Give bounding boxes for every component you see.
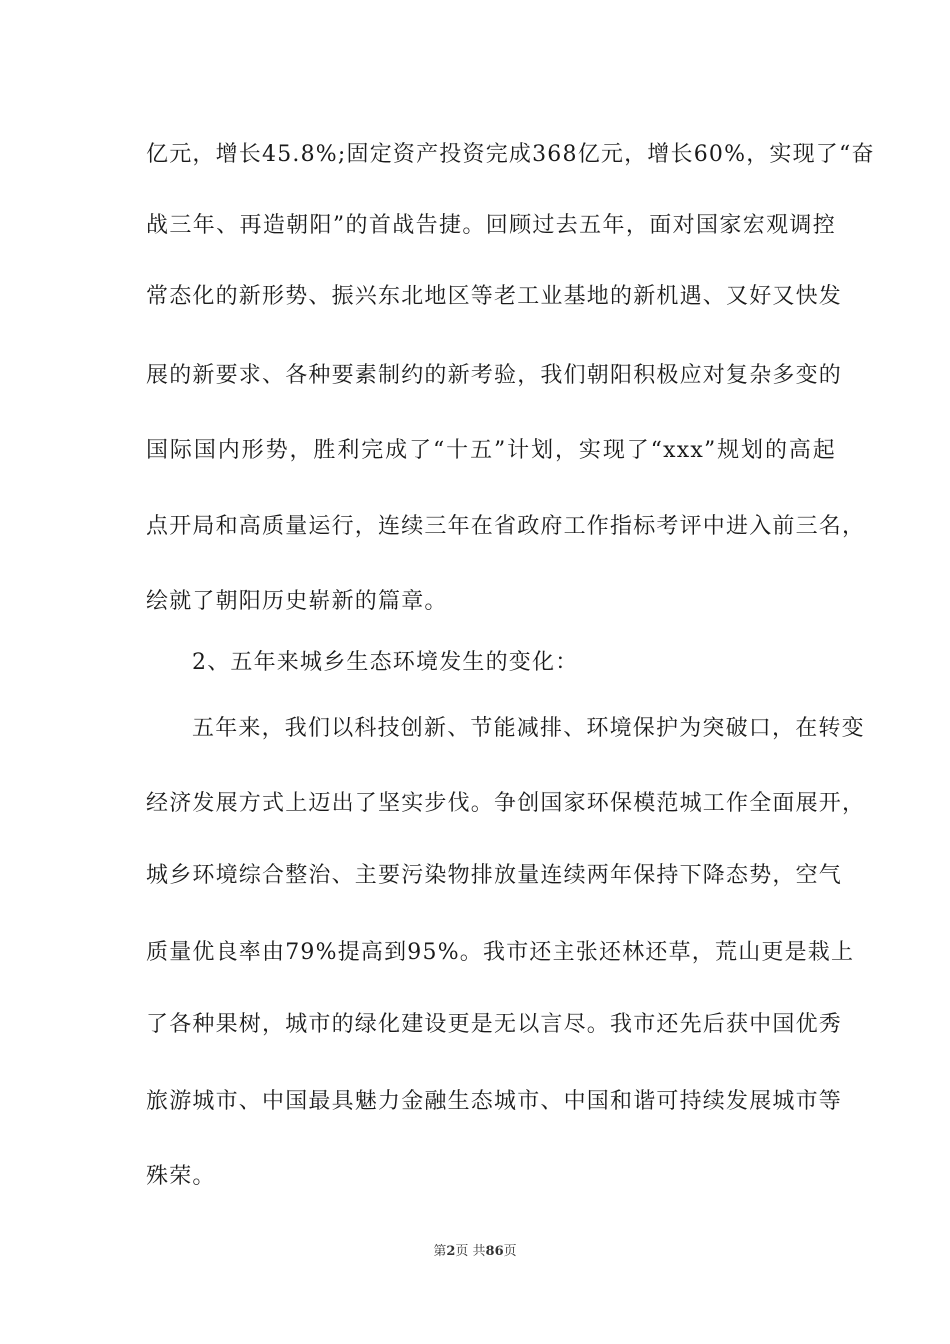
paragraph-line: 旅游城市、中国最具魅力金融生态城市、中国和谐可持续发展城市等 bbox=[146, 1089, 843, 1114]
page-footer bbox=[0, 1243, 950, 1261]
paragraph-line: 经济发展方式上迈出了坚实步伐。争创国家环保模范城工作全面展开， bbox=[146, 791, 866, 816]
footer-suffix: 页 bbox=[503, 1244, 517, 1259]
footer-prefix: 第 bbox=[433, 1244, 447, 1259]
paragraph-line: 战三年、再造朝阳”的首战告捷。回顾过去五年，面对国家宏观调控 bbox=[146, 213, 836, 238]
paragraph-line: 了各种果树，城市的绿化建设更是无以言尽。我市还先后获中国优秀 bbox=[146, 1012, 843, 1037]
paragraph-line: 城乡环境综合整治、主要污染物排放量连续两年保持下降态势，空气 bbox=[146, 863, 843, 888]
footer-middle: 页 共 bbox=[455, 1244, 486, 1259]
paragraph-line: 绘就了朝阳历史崭新的篇章。 bbox=[146, 589, 448, 614]
total-page-count: 86 bbox=[485, 1244, 504, 1259]
paragraph-line: 国际国内形势，胜利完成了“十五”计划，实现了“xxx”规划的高起 bbox=[146, 438, 836, 463]
paragraph-line: 殊荣。 bbox=[146, 1164, 216, 1189]
paragraph-line: 展的新要求、各种要素制约的新考验，我们朝阳积极应对复杂多变的 bbox=[146, 363, 843, 388]
paragraph-line: 点开局和高质量运行，连续三年在省政府工作指标考评中进入前三名， bbox=[146, 514, 866, 539]
current-page-number: 2 bbox=[446, 1244, 456, 1259]
paragraph-line: 五年来，我们以科技创新、节能减排、环境保护为突破口，在转变 bbox=[192, 716, 865, 741]
paragraph-line: 质量优良率由79%提高到95%。我市还主张还林还草，荒山更是栽上 bbox=[146, 940, 855, 965]
paragraph-line: 常态化的新形势、振兴东北地区等老工业基地的新机遇、又好又快发 bbox=[146, 284, 843, 309]
section-heading: 2、五年来城乡生态环境发生的变化： bbox=[192, 650, 579, 675]
paragraph-line: 亿元，增长45.8%;固定资产投资完成368亿元，增长60%，实现了“奋 bbox=[146, 142, 875, 167]
